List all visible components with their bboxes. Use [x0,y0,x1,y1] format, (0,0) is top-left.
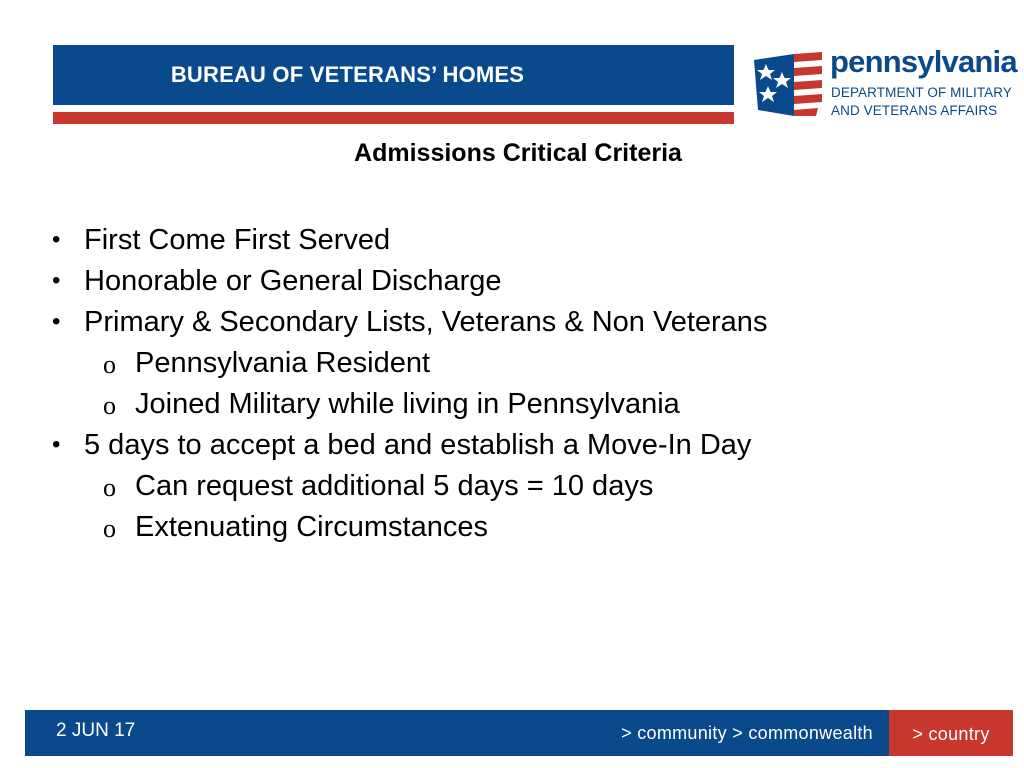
bullet-item: • Honorable or General Discharge [52,263,972,304]
bullet-item: • 5 days to accept a bed and establish a Move-In Day [52,427,972,468]
header-red-stripe [53,112,734,124]
sub-bullet-item: o Joined Military while living in Pennsylvania [52,386,972,427]
bullet-item: • Primary & Secondary Lists, Veterans & Non Veterans [52,304,972,345]
logo-subtitle-line2: AND VETERANS AFFAIRS [831,103,998,118]
header-title: BUREAU OF VETERANS’ HOMES [170,62,525,87]
logo-subtitle-line1: DEPARTMENT OF MILITARY [831,85,1012,100]
header-title-bar [53,45,734,105]
bullet-item: • First Come First Served [52,222,972,263]
sub-bullet-item: o Pennsylvania Resident [52,345,972,386]
footer-tagline: > community > commonwealth [621,723,873,743]
pa-dmva-logo [752,44,1024,122]
footer-bar [25,710,1013,756]
logo-wordmark: pennsylvania [830,44,1017,79]
flag-stars-stripes-icon [752,50,822,120]
criteria-list [52,222,972,550]
footer-date: 2 JUN 17 [56,720,136,741]
footer-country-tag: > country [889,710,1013,756]
sub-bullet-item: o Extenuating Circumstances [52,509,972,550]
sub-bullet-item: o Can request additional 5 days = 10 days [52,468,972,509]
page-subtitle: Admissions Critical Criteria [354,139,682,167]
